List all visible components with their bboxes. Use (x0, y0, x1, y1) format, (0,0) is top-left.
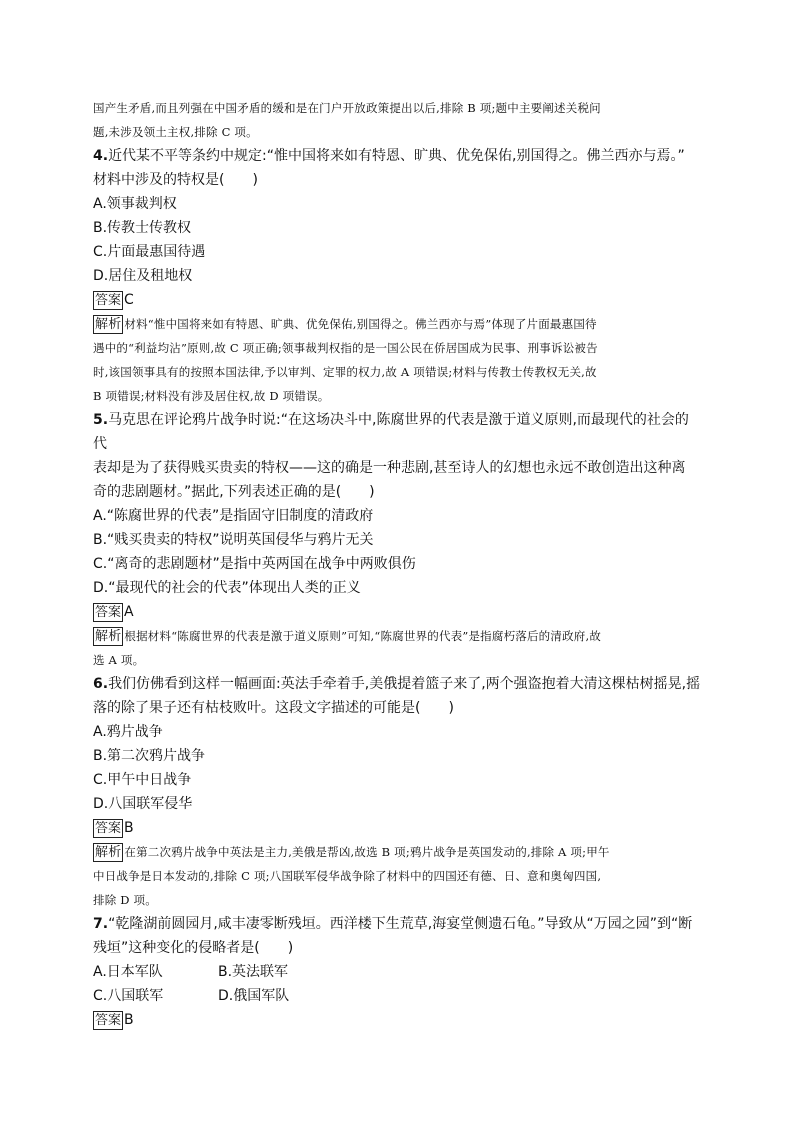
document-page (93, 96, 701, 1032)
option-c: C.“离奇的悲剧题材”是指中英两国在战争中两败俱伤 (93, 556, 416, 572)
answer-value: B (124, 820, 134, 836)
question-5 (93, 408, 701, 672)
question-4 (93, 144, 701, 408)
analysis-line: 遇中的“利益均沾”原则,故 C 项正确;领事裁判权指的是一国公民在侨居国成为民事、刑事诉讼被告 (93, 341, 598, 355)
analysis-line: 中日战争是日本发动的,排除 C 项;八国联军侵华战争除了材料中的四国还有德、日、意和奥匈四国, (93, 869, 602, 883)
analysis-line: 解析 根据材料“陈腐世界的代表是激于道义原则”可知,“陈腐世界的代表”是指腐朽落后的清政府,故 (95, 629, 602, 644)
option-a: A.领事裁判权 (93, 196, 177, 212)
analysis-block (93, 624, 701, 672)
answer-tag: 答案 (95, 605, 122, 620)
analysis-line: 时,该国领事具有的按照本国法律,予以审判、定罪的权力,故 A 项错误;材料与传教士传教权无关,故 (93, 365, 597, 379)
question-stem-line: 残垣”这种变化的侵略者是( ) (93, 940, 294, 956)
answer-value: B (124, 1012, 134, 1028)
question-number: 7. (93, 916, 109, 932)
option-c: C.甲午中日战争 (93, 772, 192, 788)
option-a: A.日本军队 (93, 964, 163, 980)
question-7 (93, 912, 701, 1032)
text-line: 题,未涉及领土主权,排除 C 项。 (93, 125, 258, 139)
option-row (93, 984, 701, 1008)
analysis-line: 排除 D 项。 (93, 893, 157, 907)
option-b: B.第二次鸦片战争 (93, 748, 206, 764)
answer-line (93, 600, 701, 624)
question-stem: 7.“乾隆湖前圆园月,咸丰凄零断残垣。西洋楼下生荒草,海宴堂侧遗石龟。”导致从“万园之园”到“断 (93, 916, 693, 932)
option-d: D.“最现代的社会的代表”体现出人类的正义 (93, 580, 361, 596)
analysis-line: 解析 在第二次鸦片战争中英法是主力,美俄是帮凶,故选 B 项;鸦片战争是英国发动的,排除 A 项;甲午 (95, 845, 610, 860)
analysis-block (93, 312, 701, 408)
answer-tag: 答案 (95, 1013, 122, 1028)
option-b: B.英法联军 (218, 964, 289, 980)
answer-tag: 答案 (95, 821, 122, 836)
question-stem-line: 材料中涉及的特权是( ) (93, 172, 258, 188)
option-d: D.居住及租地权 (93, 268, 193, 284)
question-stem-line: 落的除了果子还有枯枝败叶。这段文字描述的可能是( ) (93, 700, 454, 716)
option-c: C.片面最惠国待遇 (93, 244, 206, 260)
question-number: 4. (93, 148, 109, 164)
question-stem: 6.我们仿佛看到这样一幅画面:英法手牵着手,美俄提着篮子来了,两个强盗抱着大清这棵枯树摇晃,摇 (93, 676, 701, 692)
question-stem: 5.马克思在评论鸦片战争时说:“在这场决斗中,陈腐世界的代表是激于道义原则,而最现代的社会的代 (93, 412, 689, 452)
analysis-line: B 项错误;材料没有涉及居住权,故 D 项错误。 (93, 389, 330, 403)
analysis-line: 解析 材料“惟中国将来如有特恩、旷典、优免保佑,别国得之。佛兰西亦与焉”体现了片面最惠国待 (95, 317, 597, 332)
option-c: C.八国联军 (93, 988, 164, 1004)
option-b: B.“贱买贵卖的特权”说明英国侵华与鸦片无关 (93, 532, 374, 548)
question-number: 5. (93, 412, 109, 428)
answer-line (93, 816, 701, 840)
answer-value: A (124, 604, 134, 620)
option-b: B.传教士传教权 (93, 220, 192, 236)
option-d: D.八国联军侵华 (93, 796, 193, 812)
question-stem-line: 表却是为了获得贱买贵卖的特权——这的确是一种悲剧,甚至诗人的幻想也永远不敢创造出这种离 (93, 460, 686, 476)
option-row (93, 960, 701, 984)
question-stem-line: 奇的悲剧题材。”据此,下列表述正确的是( ) (93, 484, 375, 500)
analysis-line: 选 A 项。 (93, 653, 145, 667)
analysis-tag: 解析 (95, 845, 122, 860)
answer-line (93, 288, 701, 312)
answer-line (93, 1008, 701, 1032)
option-a: A.鸦片战争 (93, 724, 163, 740)
question-stem: 4.近代某不平等条约中规定:“惟中国将来如有特恩、旷典、优免保佑,别国得之。佛兰西亦与焉。” (93, 148, 685, 164)
option-d: D.俄国军队 (218, 988, 290, 1004)
question-6 (93, 672, 701, 912)
text-line: 国产生矛盾,而且列强在中国矛盾的缓和是在门户开放政策提出以后,排除 B 项;题中主要阐述关税问 (93, 101, 601, 115)
analysis-tag: 解析 (95, 629, 122, 644)
analysis-tag: 解析 (95, 317, 122, 332)
analysis-block (93, 840, 701, 912)
answer-tag: 答案 (95, 293, 122, 308)
answer-value: C (124, 292, 134, 308)
option-a: A.“陈腐世界的代表”是指固守旧制度的清政府 (93, 508, 374, 524)
question-number: 6. (93, 676, 109, 692)
previous-analysis-continuation (93, 96, 701, 144)
